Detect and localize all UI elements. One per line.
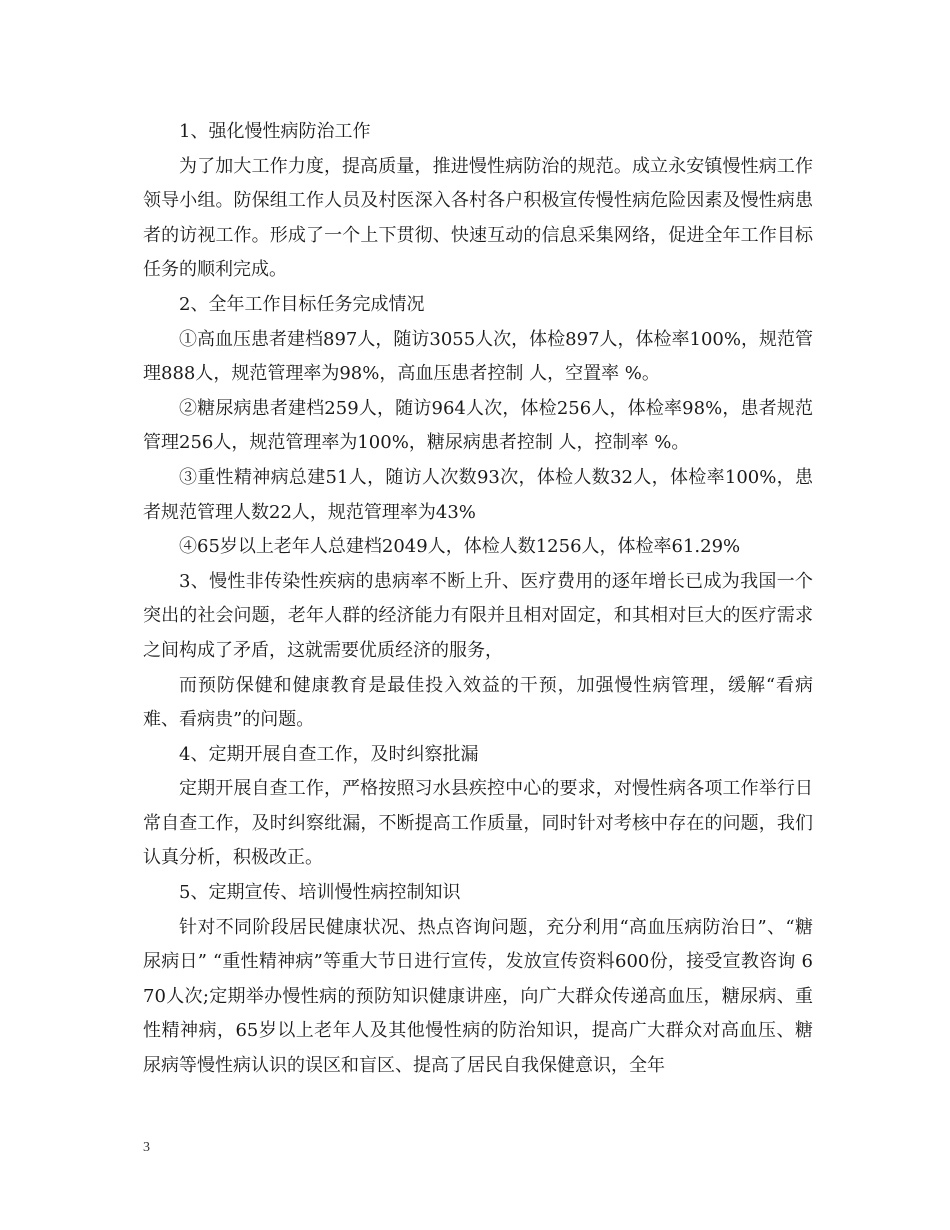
paragraph-5: 针对不同阶段居民健康状况、热点咨询问题，充分利用“高血压病防治日”、“糖尿病日” “重性精神病”等重大节日进行宣传，发放宣传资料600份，接受宣教咨询 670人次;定期举办慢性病的预防知识健康讲座，向广大群众传递高血压，糖尿病、重性精神病，65岁以上老年人及其他慢性病的防治知识，提高广大群众对高血压、糖尿病等慢性病认识的误区和盲区、提高了居民自我保健意识，全年 [143,916,813,1077]
document-body [143,115,813,1084]
paragraph-1: 为了加大工作力度，提高质量，推进慢性病防治的规范。成立永安镇慢性病工作领导小组。防保组工作人员及村医深入各村各户积极宣传慢性病危险因素及慢性病患者的访视工作。形成了一个上下贯彻、快速互动的信息采集网络，促进全年工作目标任务的顺利完成。 [143,155,813,281]
list-item-hypertension: ①高血压患者建档897人，随访3055人次，体检897人，体检率100%，规范管理888人，规范管理率为98%，高血压患者控制 人，空置率 %。 [143,328,813,385]
paragraph-3-continued: 而预防保健和健康教育是最佳投入效益的干预，加强慢性病管理，缓解“看病难、看病贵”的问题。 [143,674,813,731]
list-item-diabetes: ②糖尿病患者建档259人，随访964人次，体检256人，体检率98%，患者规范管理256人，规范管理率为100%，糖尿病患者控制 人，控制率 %。 [143,397,813,454]
page-number: 3 [143,1140,150,1155]
section-heading-4: 4、定期开展自查工作，及时纠察批漏 [179,743,479,765]
section-heading-2: 2、全年工作目标任务完成情况 [179,293,425,315]
list-item-elderly: ④65岁以上老年人总建档2049人，体检人数1256人，体检率61.29% [179,536,741,558]
section-heading-5: 5、定期宣传、培训慢性病控制知识 [179,882,461,904]
paragraph-4: 定期开展自查工作，严格按照习水县疾控中心的要求，对慢性病各项工作举行日常自查工作，及时纠察纰漏，不断提高工作质量，同时针对考核中存在的问题，我们认真分析，积极改正。 [143,778,813,869]
list-item-mental-illness: ③重性精神病总建51人，随访人次数93次，体检人数32人，体检率100%，患者规范管理人数22人，规范管理率为43% [143,466,813,523]
section-heading-3: 3、慢性非传染性疾病的患病率不断上升、医疗费用的逐年增长已成为我国一个突出的社会问题，老年人群的经济能力有限并且相对固定，和其相对巨大的医疗需求之间构成了矛盾，这就需要优质经济的服务， [143,570,813,661]
section-heading-1: 1、强化慢性病防治工作 [179,121,371,142]
